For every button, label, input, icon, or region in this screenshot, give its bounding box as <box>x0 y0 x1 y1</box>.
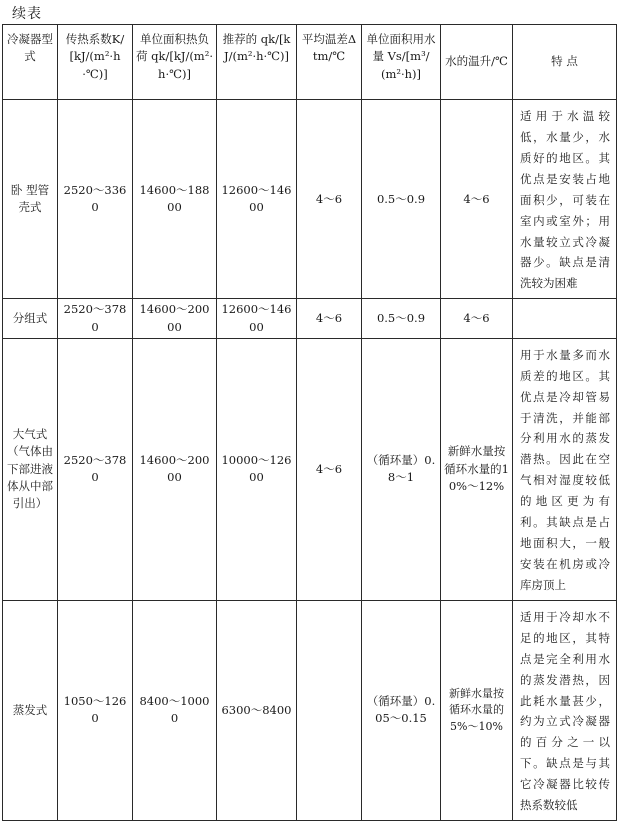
cell-water-temp-rise: 4～6 <box>441 100 513 299</box>
cell-water-temp-rise: 4～6 <box>441 299 513 339</box>
cell-k: 1050～1260 <box>58 600 133 820</box>
cell-features: 用于水量多而水质差的地区。其优点是冷却管易于清洗，并能部分利用水的蒸发潜热。因此在空气相对湿度较低的地区更为有利。其缺点是占地面积大，一般安装在机房或冷库房顶上 <box>513 338 617 600</box>
header-water-usage: 单位面积用水量 Vs/[m³/(m²·h)] <box>362 25 441 100</box>
cell-features: 适用于冷却水不足的地区，其特点是完全利用水的蒸发潜热，因此耗水量甚少，约为立式冷凝器的百分之一以下。缺点是与其它冷凝器比较传热系数较低 <box>513 600 617 820</box>
cell-heat-load: 14600～20000 <box>133 299 217 339</box>
cell-water-usage: 0.5～0.9 <box>362 100 441 299</box>
condenser-spec-table <box>2 24 617 821</box>
cell-features: 适用于水温较低，水量少，水质好的地区。其优点是安装占地面积少，可装在室内或室外；用水量较立式冷凝器少。缺点是清洗较为困难 <box>513 100 617 299</box>
header-recommended-qk: 推荐的 qk/[kJ/(m²·h·℃)] <box>217 25 297 100</box>
table-row <box>3 299 617 339</box>
cell-water-usage: （循环量）0.05～0.15 <box>362 600 441 820</box>
cell-heat-load: 14600～20000 <box>133 338 217 600</box>
cell-mean-temp-diff: 4～6 <box>297 338 362 600</box>
cell-type: 卧 型管壳式 <box>3 100 58 299</box>
cell-type: 大气式（气体由下部进液体从中部引出） <box>3 338 58 600</box>
header-heat-load: 单位面积热负荷 qk/[kJ/(m²·h·℃)] <box>133 25 217 100</box>
cell-recommended-qk: 12600～14600 <box>217 100 297 299</box>
cell-features <box>513 299 617 339</box>
header-features: 特 点 <box>513 25 617 100</box>
cell-water-temp-rise: 新鲜水量按循环水量的10%～12% <box>441 338 513 600</box>
cell-mean-temp-diff <box>297 600 362 820</box>
cell-mean-temp-diff: 4～6 <box>297 299 362 339</box>
cell-recommended-qk: 6300～8400 <box>217 600 297 820</box>
cell-type: 分组式 <box>3 299 58 339</box>
cell-heat-load: 8400～10000 <box>133 600 217 820</box>
header-water-temp-rise: 水的温升/℃ <box>441 25 513 100</box>
table-row <box>3 600 617 820</box>
cell-water-usage: 0.5～0.9 <box>362 299 441 339</box>
cell-k: 2520～3780 <box>58 338 133 600</box>
table-row <box>3 338 617 600</box>
cell-heat-load: 14600～18800 <box>133 100 217 299</box>
cell-recommended-qk: 10000～12600 <box>217 338 297 600</box>
cell-recommended-qk: 12600～14600 <box>217 299 297 339</box>
cell-k: 2520～3780 <box>58 299 133 339</box>
header-row <box>3 25 617 100</box>
cell-water-usage: （循环量）0.8～1 <box>362 338 441 600</box>
cell-k: 2520～3360 <box>58 100 133 299</box>
table-row <box>3 100 617 299</box>
header-heat-transfer-coefficient: 传热系数K/[kJ/(m²·h·℃)] <box>58 25 133 100</box>
header-mean-temp-diff: 平均温差Δtm/℃ <box>297 25 362 100</box>
table-caption: 续表 <box>12 6 42 22</box>
cell-mean-temp-diff: 4～6 <box>297 100 362 299</box>
header-type: 冷凝器型式 <box>3 25 58 100</box>
cell-type: 蒸发式 <box>3 600 58 820</box>
cell-water-temp-rise: 新鲜水量按循环水量的5%～10% <box>441 600 513 820</box>
